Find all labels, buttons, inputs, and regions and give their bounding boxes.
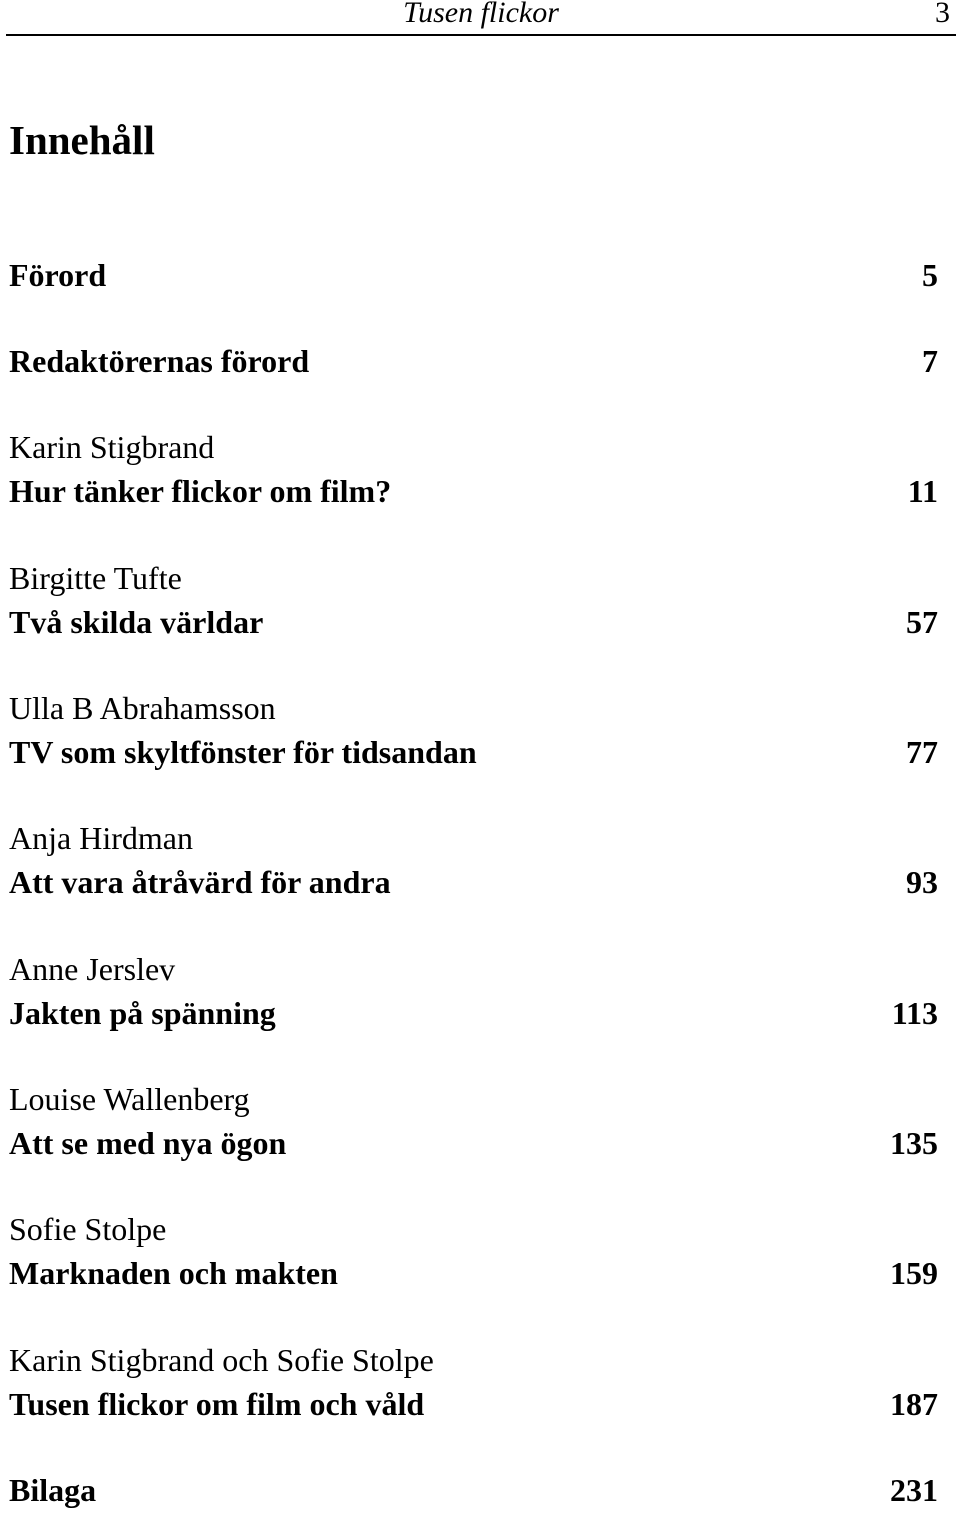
toc-entry-title: Jakten på spänning [9, 995, 276, 1031]
toc-entry-title: Tusen flickor om film och våld [9, 1386, 425, 1422]
toc-entry-wallenberg [9, 1077, 938, 1165]
toc-entry-author: Anne Jerslev [9, 951, 176, 987]
toc-entry-title: Att vara åtråvärd för andra [9, 864, 391, 900]
toc-entry-author: Karin Stigbrand och Sofie Stolpe [9, 1342, 434, 1378]
toc-entry-page: 135 [890, 1125, 938, 1161]
toc-entry-title: Förord [9, 257, 107, 293]
toc-entry-page: 159 [890, 1255, 938, 1291]
toc-entry-page: 57 [906, 604, 938, 640]
toc-entry-page: 231 [890, 1472, 938, 1508]
toc-entry-page: 93 [906, 864, 938, 900]
toc-entry-stolpe [9, 1207, 938, 1295]
toc-entry-stigbrand-stolpe [9, 1338, 938, 1426]
toc-entry-title: Redaktörernas förord [9, 343, 310, 379]
toc-heading: Innehåll [9, 117, 155, 163]
toc-entry-hirdman [9, 816, 938, 904]
toc-entry-jerslev [9, 947, 938, 1035]
toc-entry-title: Två skilda världar [9, 604, 264, 640]
toc-entry-page: 187 [890, 1386, 938, 1422]
page-number: 3 [935, 0, 950, 29]
toc-entry-abrahamsson [9, 686, 938, 774]
toc-entry-page: 11 [907, 473, 938, 509]
toc-entry-tufte [9, 556, 938, 644]
toc-entry-redaktorernas-forord [9, 339, 938, 383]
running-header [6, 0, 956, 36]
toc-entry-forord [9, 253, 938, 297]
toc-entry-author: Sofie Stolpe [9, 1211, 167, 1247]
toc-entry-stigbrand [9, 425, 938, 513]
toc-entry-title: TV som skyltfönster för tidsandan [9, 734, 477, 770]
toc-entry-page: 113 [891, 995, 938, 1031]
running-title: Tusen flickor [403, 0, 559, 29]
toc-entry-page: 77 [906, 734, 938, 770]
toc-entry-author: Anja Hirdman [9, 820, 193, 856]
toc-entry-author: Ulla B Abrahamsson [9, 690, 276, 726]
toc-entry-page: 5 [922, 257, 938, 293]
toc-entry-page: 7 [922, 343, 938, 379]
toc-entry-author: Karin Stigbrand [9, 429, 215, 465]
toc-entry-title: Hur tänker flickor om film? [9, 473, 392, 509]
toc-entry-author: Birgitte Tufte [9, 560, 182, 596]
toc-entry-title: Marknaden och makten [9, 1255, 338, 1291]
toc-entry-bilaga [9, 1468, 938, 1512]
toc-entry-title: Att se med nya ögon [9, 1125, 287, 1161]
toc-entry-author: Louise Wallenberg [9, 1081, 250, 1117]
toc-entry-title: Bilaga [9, 1472, 97, 1508]
